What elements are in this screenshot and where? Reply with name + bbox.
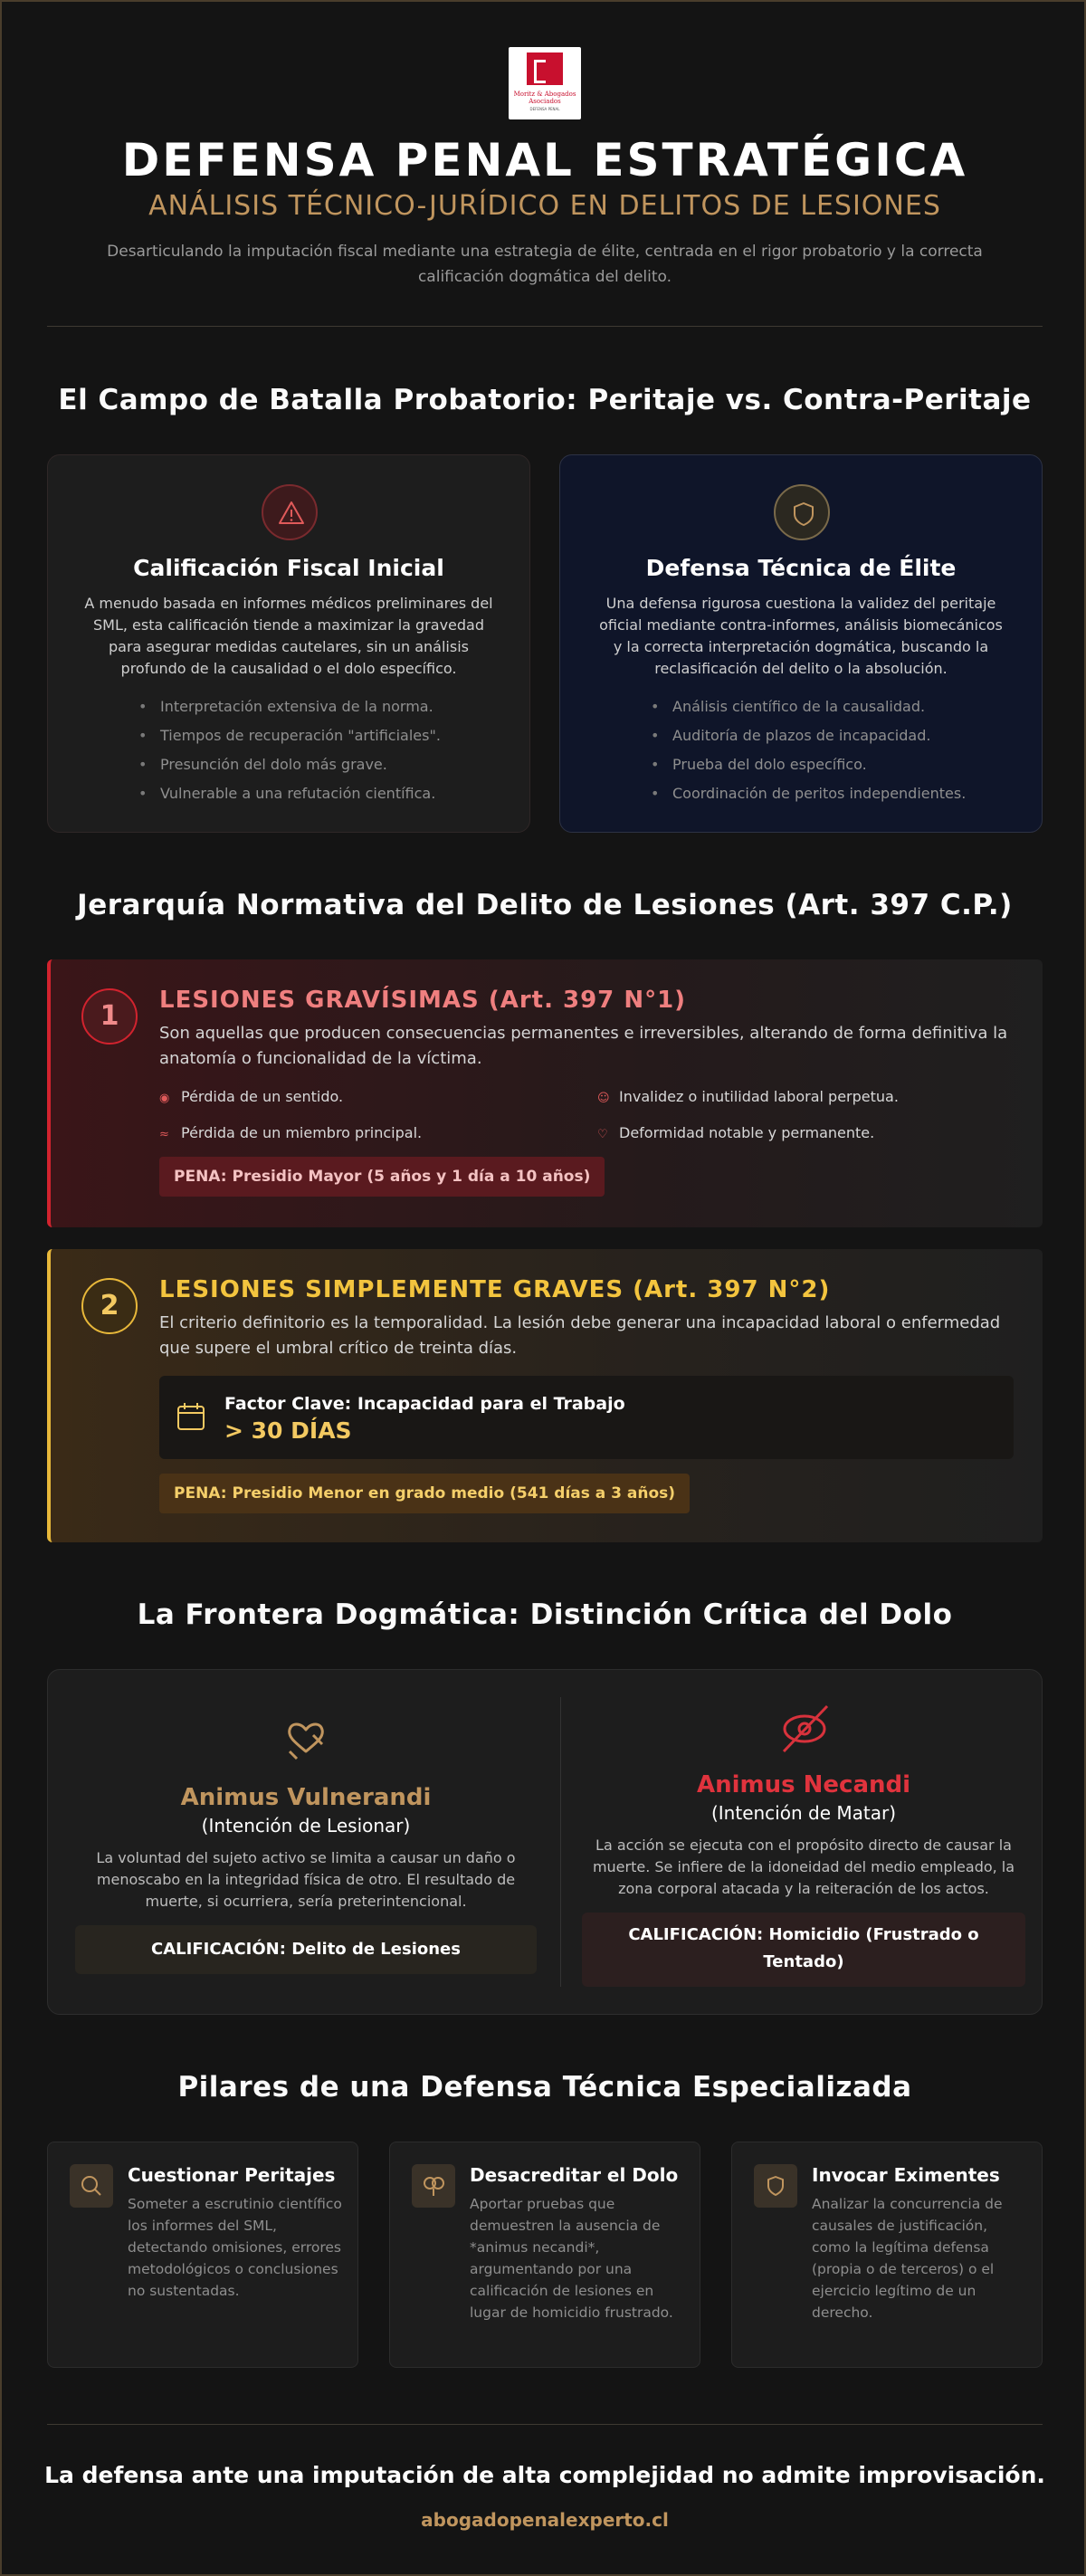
logo-firm-name: Moritz & Abogados Asociados bbox=[513, 91, 576, 105]
footer-divider bbox=[47, 2424, 1043, 2425]
fiscal-card-text: A menudo basada en informes médicos preliminares del SML, esta calificación tiende a maximizar la gravedad para asegurar medidas cautelares, sin un análisis profundo de la causalidad o el dolo específico. bbox=[84, 595, 493, 677]
pena-badge: PENA: Presidio Menor en grado medio (541 días a 3 años) bbox=[159, 1474, 690, 1513]
feature-item: ◉ Pérdida de un sentido. bbox=[159, 1088, 344, 1105]
pillar-text: Someter a escrutinio científico los informes del SML, detectando omisiones, errores metodológicos o conclusiones no sustentadas. bbox=[128, 2196, 342, 2299]
pillar-text: Aportar pruebas que demuestren la ausencia de *animus necandi*, argumentando por una calificación de lesiones en lugar de homicidio frustrado. bbox=[470, 2196, 673, 2321]
brain-icon bbox=[412, 2164, 455, 2208]
footer-quote: La defensa ante una imputación de alta complejidad no admite improvisación. bbox=[44, 2462, 1045, 2488]
list-item: • Análisis científico de la causalidad. bbox=[651, 692, 966, 721]
warning-icon bbox=[262, 484, 318, 540]
tier-number: 2 bbox=[81, 1278, 138, 1334]
list-item: • Vulnerable a una refutación científica. bbox=[138, 779, 441, 808]
key-factor-label: Factor Clave: Incapacidad para el Trabajo bbox=[224, 1394, 625, 1414]
key-factor-value: > 30 DÍAS bbox=[224, 1417, 352, 1444]
tier-number: 1 bbox=[81, 988, 138, 1045]
dolo-panel bbox=[47, 1669, 1043, 2015]
pillar-title: Desacreditar el Dolo bbox=[470, 2164, 679, 2186]
defense-card-list bbox=[651, 692, 966, 808]
shield-icon bbox=[754, 2164, 797, 2208]
animus-vulnerandi-title: Animus Vulnerandi bbox=[180, 1784, 432, 1811]
defense-card-text: Una defensa rigurosa cuestiona la validez del peritaje oficial mediante contra-informes, análisis biomecánicos y la correcta interpretación dogmática, buscando la reclasificación del delito o la absolución. bbox=[599, 595, 1003, 677]
animus-necandi-column bbox=[582, 1670, 1025, 2014]
defense-card bbox=[559, 454, 1043, 833]
tier-gravisimas bbox=[47, 959, 1043, 1227]
defense-card-title: Defensa Técnica de Élite bbox=[645, 555, 957, 581]
tier-description: El criterio definitorio es la temporalidad. La lesión debe generar una incapacidad laboral o enfermedad que supere el umbral crítico de treinta días. bbox=[159, 1313, 1001, 1358]
pillar-card bbox=[731, 2142, 1043, 2368]
calendar-icon bbox=[176, 1401, 206, 1432]
header-divider bbox=[47, 326, 1043, 327]
dolo-divider bbox=[560, 1697, 561, 1987]
arm-icon: ≈ bbox=[159, 1128, 169, 1141]
list-item: • Interpretación extensiva de la norma. bbox=[138, 692, 441, 721]
page-title: DEFENSA PENAL ESTRATÉGICA bbox=[121, 134, 968, 186]
fiscal-card bbox=[47, 454, 530, 833]
tier-title: LESIONES SIMPLEMENTE GRAVES (Art. 397 N°2) bbox=[159, 1276, 831, 1303]
animus-necandi-sub: (Intención de Matar) bbox=[710, 1802, 896, 1824]
pillar-title: Invocar Eximentes bbox=[812, 2164, 1000, 2186]
animus-vulnerandi-text: La voluntad del sujeto activo se limita a causar un daño o menoscabo en la integridad física de otro. El resultado de muerte, si ocurriera, sería preterintencional. bbox=[96, 1849, 516, 1910]
page-description: Desarticulando la imputación fiscal mediante una estrategia de élite, centrada en el rigor probatorio y la correcta calificación dogmática del delito. bbox=[107, 243, 983, 286]
shield-icon bbox=[774, 484, 830, 540]
hierarchy-section-title: Jerarquía Normativa del Delito de Lesiones (Art. 397 C.P.) bbox=[77, 889, 1013, 921]
pillar-title: Cuestionar Peritajes bbox=[128, 2164, 336, 2186]
list-item: • Tiempos de recuperación "artificiales". bbox=[138, 721, 441, 750]
hand-icon: ♡ bbox=[597, 1128, 608, 1141]
page-subtitle: ANÁLISIS TÉCNICO-JURÍDICO EN DELITOS DE LESIONES bbox=[148, 190, 941, 222]
pillars-section-title: Pilares de una Defensa Técnica Especializada bbox=[177, 2071, 912, 2104]
feature-item: ☺ Invalidez o inutilidad laboral perpetua. bbox=[597, 1088, 899, 1105]
list-item: • Prueba del dolo específico. bbox=[651, 750, 966, 779]
animus-necandi-title: Animus Necandi bbox=[696, 1771, 911, 1798]
animus-vulnerandi-column bbox=[75, 1670, 537, 2014]
pena-badge: PENA: Presidio Mayor (5 años y 1 día a 10 años) bbox=[159, 1157, 605, 1197]
logo-tagline: DEFENSA PENAL bbox=[529, 107, 560, 111]
wheelchair-icon: ☺ bbox=[597, 1092, 610, 1105]
tier-title: LESIONES GRAVÍSIMAS (Art. 397 N°1) bbox=[159, 987, 687, 1014]
calificacion-badge: CALIFICACIÓN: Delito de Lesiones bbox=[75, 1925, 537, 1974]
feature-item: ♡ Deformidad notable y permanente. bbox=[597, 1124, 875, 1141]
feature-item: ≈ Pérdida de un miembro principal. bbox=[159, 1124, 423, 1141]
key-factor-box bbox=[159, 1376, 1014, 1459]
calificacion-badge: CALIFICACIÓN: Homicidio (Frustrado o Tentado) bbox=[582, 1913, 1025, 1987]
list-item: • Auditoría de plazos de incapacidad. bbox=[651, 721, 966, 750]
animus-necandi-text: La acción se ejecuta con el propósito directo de causar la muerte. Se infiere de la idoneidad del medio empleado, la zona corporal atacada y la reiteración de los actos. bbox=[592, 1837, 1015, 1897]
logo-mark bbox=[527, 52, 563, 85]
pillar-card bbox=[47, 2142, 358, 2368]
search-icon bbox=[70, 2164, 113, 2208]
heart-crack-icon bbox=[279, 1712, 333, 1766]
list-item: • Coordinación de peritos independientes. bbox=[651, 779, 966, 808]
firm-logo bbox=[509, 47, 581, 119]
fiscal-card-title: Calificación Fiscal Inicial bbox=[133, 555, 444, 581]
fiscal-card-list bbox=[138, 692, 441, 808]
tier-description: Son aquellas que producen consecuencias permanentes e irreversibles, alterando de forma definitiva la anatomía o funcionalidad de la víctima. bbox=[159, 1024, 1008, 1068]
tier-graves bbox=[47, 1249, 1043, 1542]
dolo-section-title: La Frontera Dogmática: Distinción Crítica del Dolo bbox=[137, 1598, 953, 1631]
eye-off-icon bbox=[776, 1701, 833, 1757]
pillar-card bbox=[389, 2142, 700, 2368]
pillar-text: Analizar la concurrencia de causales de justificación, como la legítima defensa (propia o de terceros) o el ejercicio legítimo de un derecho. bbox=[812, 2196, 1003, 2321]
footer-website-link[interactable]: abogadopenalexperto.cl bbox=[421, 2509, 669, 2531]
battle-section-title: El Campo de Batalla Probatorio: Peritaje vs. Contra-Peritaje bbox=[58, 384, 1032, 416]
eye-icon: ◉ bbox=[159, 1092, 170, 1105]
list-item: • Presunción del dolo más grave. bbox=[138, 750, 441, 779]
animus-vulnerandi-sub: (Intención de Lesionar) bbox=[201, 1815, 411, 1837]
